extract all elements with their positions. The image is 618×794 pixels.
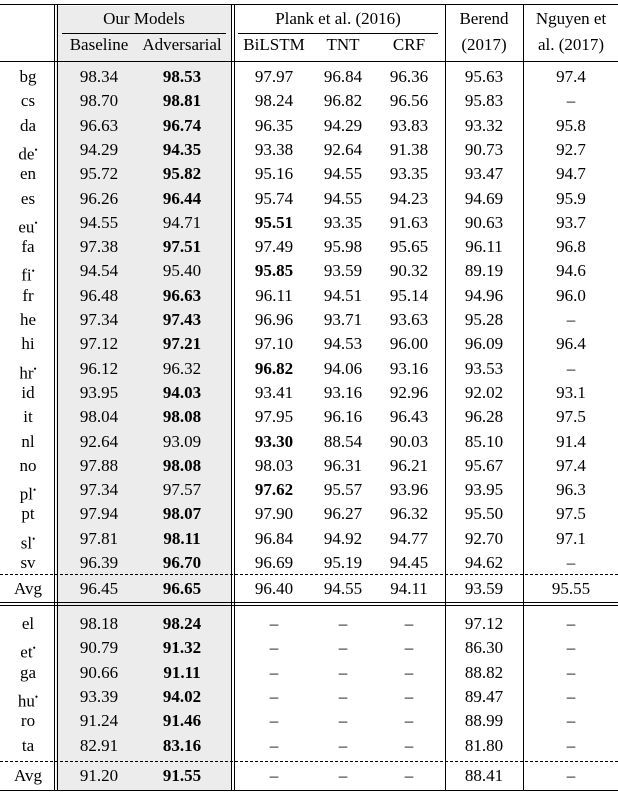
cell-adversarial: 94.03 — [162, 382, 202, 402]
cell-crf: 96.56 — [389, 91, 429, 111]
language-code: hu — [17, 691, 35, 711]
cell-baseline: 96.26 — [79, 188, 119, 208]
cell-berend: 92.70 — [464, 528, 504, 548]
cell-tnt: 94.55 — [323, 164, 363, 184]
cell-berend: 89.47 — [464, 686, 504, 706]
cell-tnt: – — [338, 662, 348, 682]
cell-tnt: 96.16 — [323, 407, 363, 427]
cell-berend: 94.96 — [464, 285, 504, 305]
berend-col-rule — [523, 4, 524, 790]
cell-crf: – — [404, 614, 414, 633]
row-language — [0, 551, 56, 575]
cell-nguyen: 96.8 — [556, 237, 586, 257]
cell-nguyen: – — [566, 91, 576, 111]
cell-crf: 96.43 — [389, 407, 429, 427]
cell-berend: 95.50 — [464, 504, 504, 524]
cell-bilstm: 96.82 — [254, 358, 294, 378]
cell-bilstm: 97.62 — [254, 480, 294, 500]
cell-adversarial: 91.46 — [162, 711, 202, 731]
language-code: fa — [21, 237, 35, 257]
header-berend-2: (2017) — [461, 35, 507, 54]
cell-crf: 93.96 — [389, 480, 429, 500]
cell-bilstm: – — [269, 735, 279, 755]
cell-baseline: 94.29 — [79, 139, 119, 159]
cell-adversarial: 93.09 — [162, 431, 202, 451]
cell-tnt: 88.54 — [323, 431, 363, 451]
ours-col-rule — [231, 4, 235, 790]
cell-crf: 90.32 — [389, 261, 429, 281]
cell-tnt: – — [338, 766, 348, 785]
cell-baseline: 94.55 — [79, 212, 119, 232]
cell-baseline: 98.04 — [79, 407, 119, 427]
cell-berend: 90.63 — [464, 212, 504, 232]
cell-berend: 89.19 — [464, 261, 504, 281]
cell-nguyen: 95.9 — [556, 188, 586, 208]
cell-nguyen: 97.1 — [556, 528, 586, 548]
cell-baseline: 94.54 — [79, 261, 119, 281]
cell-bilstm: – — [269, 686, 279, 706]
cell-adversarial: 96.63 — [162, 285, 202, 305]
cell-tnt: 93.71 — [323, 310, 363, 329]
language-code: sv — [20, 553, 36, 572]
cell-bilstm: 98.03 — [254, 455, 294, 475]
cell-berend: 95.83 — [464, 91, 504, 111]
cell-adversarial: 94.35 — [162, 139, 202, 159]
cell-adversarial: 97.57 — [162, 480, 202, 500]
plank-col-rule — [445, 4, 446, 790]
cell-bilstm: 97.49 — [254, 237, 294, 257]
cell-baseline: 98.18 — [79, 614, 119, 633]
cell-nguyen: 96.3 — [556, 480, 586, 500]
header-plank: Plank et al. (2016) — [275, 9, 401, 28]
cell-bilstm: 96.96 — [254, 310, 294, 329]
language-code: hr — [19, 363, 34, 383]
language-code: en — [19, 164, 37, 184]
header-nguyen-1: Nguyen et — [535, 9, 607, 28]
cell-tnt: 95.57 — [323, 480, 363, 500]
cell-nguyen: 97.4 — [556, 455, 586, 475]
language-code: no — [19, 455, 37, 475]
cell-crf: – — [404, 662, 414, 682]
cell-crf: – — [404, 766, 414, 785]
row-language — [0, 430, 56, 454]
language-code: da — [19, 115, 37, 135]
cell-adversarial: 98.53 — [162, 67, 202, 86]
cell-baseline: 95.72 — [79, 164, 119, 184]
cell-crf: 95.14 — [389, 285, 429, 305]
language-code: hi — [21, 334, 35, 354]
cell-crf: 96.32 — [389, 504, 429, 524]
cell-berend: 95.28 — [464, 310, 504, 329]
cell-nguyen: – — [566, 310, 576, 329]
cell-nguyen: 96.4 — [556, 334, 586, 354]
cell-berend: 92.02 — [464, 382, 504, 402]
cell-adversarial: 96.32 — [162, 358, 202, 378]
row-language — [0, 612, 56, 636]
language-code: de — [18, 144, 35, 164]
cell-bilstm: 95.74 — [254, 188, 294, 208]
cell-adversarial: 96.65 — [162, 579, 202, 598]
language-code: es — [20, 188, 36, 208]
bottom-rule — [0, 790, 618, 791]
cell-adversarial: 96.70 — [162, 553, 202, 572]
cell-baseline: 98.34 — [79, 67, 119, 86]
language-code: pt — [21, 504, 35, 524]
cell-berend: 88.41 — [464, 766, 504, 785]
cell-adversarial: 91.55 — [162, 766, 202, 785]
language-code: he — [19, 310, 37, 329]
cell-nguyen: – — [566, 735, 576, 755]
row-language — [0, 162, 56, 186]
cell-crf: 93.16 — [389, 358, 429, 378]
row-language — [0, 685, 56, 709]
language-code: el — [21, 614, 35, 633]
cell-bilstm: 97.95 — [254, 407, 294, 427]
cell-bilstm: – — [269, 711, 279, 731]
language-code: pl — [19, 484, 34, 504]
cell-tnt: 94.53 — [323, 334, 363, 354]
cell-berend: 88.99 — [464, 711, 504, 731]
cell-bilstm: 95.16 — [254, 164, 294, 184]
cell-tnt: 94.92 — [323, 528, 363, 548]
cell-bilstm: 96.11 — [255, 285, 293, 305]
cell-bilstm: 95.85 — [254, 261, 294, 281]
header-our-models: Our Models — [103, 9, 185, 28]
language-code: bg — [19, 67, 37, 86]
cell-tnt: 94.55 — [323, 579, 363, 598]
cell-bilstm: 96.69 — [254, 553, 294, 572]
cell-baseline: 97.88 — [79, 455, 119, 475]
cell-crf: 91.38 — [389, 139, 429, 159]
cell-nguyen: 93.1 — [556, 382, 586, 402]
cell-nguyen: 97.4 — [556, 67, 586, 86]
cell-baseline: 96.63 — [79, 115, 119, 135]
cell-berend: 85.10 — [464, 431, 504, 451]
cell-crf: 95.65 — [389, 237, 429, 257]
cell-tnt: 96.84 — [323, 67, 363, 86]
cell-adversarial: 98.81 — [162, 91, 202, 111]
language-code: fi — [21, 266, 32, 286]
cell-bilstm: 97.90 — [254, 504, 294, 524]
top-rule — [0, 4, 618, 5]
cell-berend: 96.09 — [464, 334, 504, 354]
language-code: nl — [21, 431, 35, 451]
dot-marker: • — [32, 643, 36, 654]
cell-adversarial: 94.71 — [162, 212, 202, 232]
cell-baseline: 93.39 — [79, 686, 119, 706]
header-tnt: TNT — [326, 35, 360, 54]
cell-nguyen: – — [566, 662, 576, 682]
cell-crf: 92.96 — [389, 382, 429, 402]
cell-bilstm: – — [269, 638, 279, 658]
language-code: sl — [20, 533, 33, 553]
header-bilstm: BiLSTM — [243, 35, 305, 54]
cell-adversarial: 91.11 — [163, 662, 201, 682]
cell-nguyen: – — [566, 358, 576, 378]
cell-baseline: 97.94 — [79, 504, 119, 524]
cell-crf: – — [404, 735, 414, 755]
cell-adversarial: 97.21 — [162, 334, 202, 354]
cell-crf: 96.36 — [389, 67, 429, 86]
cell-tnt: – — [338, 638, 348, 658]
row-language — [0, 65, 56, 89]
cell-nguyen: 97.5 — [556, 504, 586, 524]
cell-tnt: – — [338, 686, 348, 706]
cell-nguyen: – — [566, 638, 576, 658]
cell-berend: 96.28 — [464, 407, 504, 427]
cell-crf: 93.35 — [389, 164, 429, 184]
cell-berend: 97.12 — [464, 614, 504, 633]
cell-adversarial: 96.44 — [162, 188, 202, 208]
cell-crf: 93.83 — [389, 115, 429, 135]
cell-adversarial: 97.43 — [162, 310, 202, 329]
row-language — [0, 502, 56, 526]
cell-crf: 94.23 — [389, 188, 429, 208]
cell-baseline: 96.48 — [79, 285, 119, 305]
language-code: ga — [19, 662, 37, 682]
row-language — [0, 709, 56, 733]
cell-adversarial: 94.02 — [162, 686, 202, 706]
cell-bilstm: 93.30 — [254, 431, 294, 451]
dot-marker: • — [33, 485, 37, 496]
cell-crf: – — [404, 638, 414, 658]
row-language — [0, 454, 56, 478]
cell-berend: 93.53 — [464, 358, 504, 378]
cell-nguyen: 91.4 — [556, 431, 586, 451]
cell-adversarial: 98.24 — [162, 614, 202, 633]
cell-tnt: 96.31 — [323, 455, 363, 475]
cell-tnt: 95.98 — [323, 237, 363, 257]
cell-bilstm: 97.10 — [254, 334, 294, 354]
cell-crf: 94.45 — [389, 553, 429, 572]
cell-crf: 96.00 — [389, 334, 429, 354]
cell-bilstm: 98.24 — [254, 91, 294, 111]
cell-berend: 95.63 — [464, 67, 504, 86]
cell-crf: 91.63 — [389, 212, 429, 232]
cell-bilstm: – — [269, 662, 279, 682]
cell-tnt: – — [338, 711, 348, 731]
cell-crf: 94.11 — [390, 579, 428, 598]
cell-tnt: – — [338, 614, 348, 633]
language-code: it — [23, 407, 33, 427]
row-language — [0, 357, 56, 381]
cell-nguyen: 95.8 — [556, 115, 586, 135]
cell-bilstm: – — [269, 766, 279, 785]
row-language — [0, 89, 56, 113]
header-adversarial: Adversarial — [142, 35, 222, 54]
row-language — [0, 284, 56, 308]
cell-crf: 93.63 — [389, 310, 429, 329]
cell-crf: 96.21 — [389, 455, 429, 475]
cell-baseline: 90.66 — [79, 662, 119, 682]
cell-adversarial: 97.51 — [162, 237, 202, 257]
cell-baseline: 96.39 — [79, 553, 119, 572]
cell-adversarial: 96.74 — [162, 115, 202, 135]
cell-tnt: 94.55 — [323, 188, 363, 208]
cell-adversarial: 98.11 — [163, 528, 201, 548]
cell-nguyen: – — [566, 553, 576, 572]
cell-baseline: 91.24 — [79, 711, 119, 731]
cell-baseline: 96.12 — [79, 358, 119, 378]
row-language — [0, 187, 56, 211]
cell-crf: – — [404, 686, 414, 706]
cell-berend: 81.80 — [464, 735, 504, 755]
cell-tnt: 94.06 — [323, 358, 363, 378]
row-language — [0, 636, 56, 660]
dot-marker: • — [34, 144, 38, 155]
cell-crf: – — [404, 711, 414, 731]
row-language — [0, 114, 56, 138]
cell-crf: 94.77 — [389, 528, 429, 548]
cell-tnt: 96.27 — [323, 504, 363, 524]
cell-berend: 93.59 — [464, 579, 504, 598]
cell-tnt: 96.82 — [323, 91, 363, 111]
cell-baseline: 96.45 — [79, 579, 119, 598]
cell-nguyen: 94.6 — [556, 261, 586, 281]
cell-baseline: 92.64 — [79, 431, 119, 451]
dot-marker: • — [32, 533, 36, 544]
language-code: Avg — [13, 766, 42, 785]
cell-berend: 93.32 — [464, 115, 504, 135]
language-code: cs — [20, 91, 36, 111]
cell-bilstm: 97.97 — [254, 67, 294, 86]
cell-nguyen: 97.5 — [556, 407, 586, 427]
row-language — [0, 527, 56, 551]
cell-adversarial: 95.40 — [162, 261, 202, 281]
cell-berend: 96.11 — [465, 237, 503, 257]
row-language — [0, 734, 56, 758]
section-rule-b — [0, 605, 618, 606]
row-language — [0, 478, 56, 502]
cell-nguyen: – — [566, 711, 576, 731]
cell-berend: 90.73 — [464, 139, 504, 159]
header-baseline: Baseline — [69, 35, 129, 54]
section-rule-a — [0, 602, 618, 603]
cell-nguyen: – — [566, 614, 576, 633]
cell-baseline: 97.81 — [79, 528, 119, 548]
avg2-dashed-rule — [0, 761, 618, 762]
header-nguyen-2: al. (2017) — [537, 35, 605, 54]
cell-bilstm: 96.40 — [254, 579, 294, 598]
cell-nguyen: 93.7 — [556, 212, 586, 232]
dot-marker: • — [31, 266, 35, 277]
cell-tnt: 95.19 — [323, 553, 363, 572]
cell-adversarial: 95.82 — [162, 164, 202, 184]
cell-berend: 94.69 — [464, 188, 504, 208]
cell-berend: 88.82 — [464, 662, 504, 682]
cell-adversarial: 98.08 — [162, 407, 202, 427]
cell-baseline: 97.34 — [79, 310, 119, 329]
row-language — [0, 259, 56, 286]
header-rule — [0, 61, 618, 62]
row-language — [0, 308, 56, 332]
cell-baseline: 82.91 — [79, 735, 119, 755]
cell-nguyen: 96.0 — [556, 285, 586, 305]
cell-bilstm: 93.41 — [254, 382, 294, 402]
cell-berend: 93.47 — [464, 164, 504, 184]
cell-baseline: 97.38 — [79, 237, 119, 257]
language-code: ta — [21, 735, 35, 755]
cell-tnt: 94.29 — [323, 115, 363, 135]
cell-tnt: 93.59 — [323, 261, 363, 281]
row-language — [0, 381, 56, 405]
cell-baseline: 91.20 — [79, 766, 119, 785]
cell-adversarial: 83.16 — [162, 735, 202, 755]
cell-bilstm: 93.38 — [254, 139, 294, 159]
language-code: id — [21, 382, 35, 402]
cell-nguyen: 94.7 — [556, 164, 586, 184]
cell-nguyen: 95.55 — [551, 579, 591, 598]
cell-berend: 86.30 — [464, 638, 504, 658]
cell-baseline: 97.34 — [79, 480, 119, 500]
cell-nguyen: 92.7 — [556, 139, 586, 159]
row-language — [0, 332, 56, 356]
cell-tnt: – — [338, 735, 348, 755]
dot-marker: • — [33, 363, 37, 374]
row-language — [0, 138, 56, 162]
cell-bilstm: 96.35 — [254, 115, 294, 135]
cell-bilstm: 95.51 — [254, 212, 294, 232]
cell-berend: 94.62 — [464, 553, 504, 572]
dot-marker: • — [34, 217, 38, 228]
cell-bilstm: – — [269, 614, 279, 633]
cell-adversarial: 98.07 — [162, 504, 202, 524]
language-code: fr — [22, 285, 34, 305]
cell-tnt: 93.35 — [323, 212, 363, 232]
cell-tnt: 92.64 — [323, 139, 363, 159]
cell-tnt: 93.16 — [323, 382, 363, 402]
dot-marker: • — [34, 691, 39, 702]
row-language — [0, 577, 56, 601]
row-language — [0, 764, 56, 788]
cell-berend: 95.67 — [464, 455, 504, 475]
cell-crf: 90.03 — [389, 431, 429, 451]
cell-berend: 93.95 — [464, 480, 504, 500]
cell-baseline: 97.12 — [79, 334, 119, 354]
cell-nguyen: – — [566, 686, 576, 706]
row-language — [0, 405, 56, 429]
cell-baseline: 93.95 — [79, 382, 119, 402]
cell-adversarial: 91.32 — [162, 638, 202, 658]
header-crf: CRF — [392, 35, 426, 54]
language-code: ro — [20, 711, 36, 731]
cell-baseline: 90.79 — [79, 638, 119, 658]
language-code: eu — [18, 217, 35, 237]
header-berend-1: Berend — [459, 9, 509, 28]
cell-adversarial: 98.08 — [162, 455, 202, 475]
cell-nguyen: – — [566, 766, 576, 785]
row-language — [0, 235, 56, 259]
row-language — [0, 661, 56, 685]
language-code: Avg — [13, 579, 42, 598]
language-code: et — [20, 642, 33, 662]
cell-tnt: 94.51 — [323, 285, 363, 305]
row-language — [0, 211, 56, 235]
cell-baseline: 98.70 — [79, 91, 119, 111]
cell-bilstm: 96.84 — [254, 528, 294, 548]
